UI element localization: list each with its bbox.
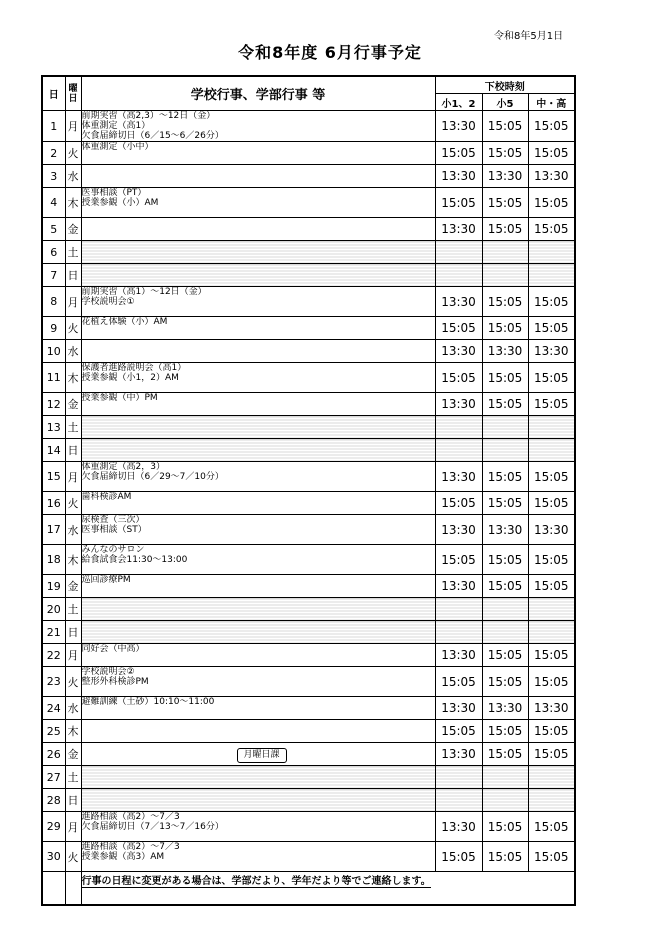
schedule-row <box>42 111 575 142</box>
time-grade-5: 15:05 <box>482 812 528 842</box>
day-cell: 21 <box>42 621 65 644</box>
events-cell <box>81 492 435 515</box>
weekday-cell: 木 <box>65 188 81 218</box>
schedule-row <box>42 218 575 241</box>
day-cell: 29 <box>42 812 65 842</box>
schedule-row <box>42 317 575 340</box>
issue-date: 令和8年5月1日 <box>494 31 564 42</box>
footer-spacer-day <box>42 872 65 906</box>
weekday-cell: 金 <box>65 393 81 416</box>
weekday-cell: 日 <box>65 621 81 644</box>
time-middle-high: 15:05 <box>528 842 575 872</box>
time-middle-high: 15:05 <box>528 287 575 317</box>
time-grade-1-2: 13:30 <box>435 111 482 142</box>
time-grade-5: 15:05 <box>482 393 528 416</box>
event-line: 進路相談（高2）～7／3 <box>81 842 180 852</box>
weekday-cell: 水 <box>65 515 81 545</box>
time-grade-5: 15:05 <box>482 462 528 492</box>
schedule-row <box>42 241 575 264</box>
time-middle-high: 15:05 <box>528 545 575 575</box>
event-line: 医事相談（ST） <box>81 525 147 535</box>
day-cell: 3 <box>42 165 65 188</box>
day-cell: 4 <box>42 188 65 218</box>
weekday-cell: 木 <box>65 545 81 575</box>
schedule-row <box>42 644 575 667</box>
time-middle-high: 15:05 <box>528 142 575 165</box>
event-line: 授業参観（小1，2）AM <box>81 373 179 383</box>
event-line: 授業参観（中）PM <box>81 393 158 403</box>
day-cell: 22 <box>42 644 65 667</box>
time-grade-1-2: 13:30 <box>435 812 482 842</box>
weekday-cell: 火 <box>65 842 81 872</box>
time-middle-high: 15:05 <box>528 743 575 766</box>
header-grade-1-2: 小1、2 <box>435 94 482 111</box>
event-line: 体重測定（高2，3） <box>81 462 165 472</box>
day-cell: 1 <box>42 111 65 142</box>
time-grade-5 <box>482 416 528 439</box>
schedule-row <box>42 667 575 697</box>
weekday-cell: 日 <box>65 439 81 462</box>
weekday-cell: 火 <box>65 667 81 697</box>
time-middle-high <box>528 439 575 462</box>
schedule-row <box>42 363 575 393</box>
schedule-row <box>42 188 575 218</box>
events-cell <box>81 393 435 416</box>
schedule-row <box>42 462 575 492</box>
time-middle-high: 15:05 <box>528 720 575 743</box>
schedule-row <box>42 492 575 515</box>
time-middle-high: 15:05 <box>528 111 575 142</box>
schedule-row <box>42 598 575 621</box>
time-grade-5: 15:05 <box>482 287 528 317</box>
schedule-row <box>42 287 575 317</box>
schedule-row <box>42 789 575 812</box>
event-line: 学校説明会② <box>81 667 135 677</box>
event-line: 避難訓練（土砂）10:10～11:00 <box>81 697 215 707</box>
time-grade-5 <box>482 264 528 287</box>
time-grade-5 <box>482 598 528 621</box>
day-cell: 27 <box>42 766 65 789</box>
weekday-cell: 土 <box>65 598 81 621</box>
time-grade-5: 15:05 <box>482 317 528 340</box>
schedule-row <box>42 165 575 188</box>
time-grade-5: 15:05 <box>482 743 528 766</box>
events-cell <box>81 416 435 439</box>
day-cell: 8 <box>42 287 65 317</box>
weekday-cell: 火 <box>65 142 81 165</box>
events-cell <box>81 766 435 789</box>
time-grade-1-2 <box>435 598 482 621</box>
schedule-row <box>42 340 575 363</box>
time-grade-1-2: 13:30 <box>435 287 482 317</box>
weekday-cell: 月 <box>65 111 81 142</box>
time-middle-high: 15:05 <box>528 812 575 842</box>
footer-note <box>81 872 575 906</box>
events-cell <box>81 697 435 720</box>
time-grade-1-2 <box>435 789 482 812</box>
events-cell <box>81 743 435 766</box>
day-cell: 2 <box>42 142 65 165</box>
time-grade-1-2: 13:30 <box>435 743 482 766</box>
day-cell: 25 <box>42 720 65 743</box>
schedule-row <box>42 545 575 575</box>
weekday-cell: 木 <box>65 363 81 393</box>
events-cell <box>81 142 435 165</box>
weekday-cell: 日 <box>65 264 81 287</box>
weekday-cell: 土 <box>65 766 81 789</box>
event-line: 前期実習（高2,3）～12日（金） <box>81 111 216 121</box>
time-grade-1-2: 15:05 <box>435 142 482 165</box>
weekday-cell: 火 <box>65 492 81 515</box>
time-grade-5: 13:30 <box>482 165 528 188</box>
events-cell <box>81 439 435 462</box>
schedule-badge: 月曜日課 <box>237 748 287 763</box>
event-line: 欠食届締切日（7／13～7／16分） <box>81 822 224 832</box>
weekday-cell: 水 <box>65 340 81 363</box>
time-grade-5: 15:05 <box>482 492 528 515</box>
events-cell <box>81 842 435 872</box>
time-grade-5: 15:05 <box>482 644 528 667</box>
time-middle-high: 15:05 <box>528 317 575 340</box>
day-cell: 20 <box>42 598 65 621</box>
event-line: 医事相談（PT） <box>81 188 147 198</box>
events-cell <box>81 667 435 697</box>
time-grade-5: 15:05 <box>482 545 528 575</box>
time-middle-high: 15:05 <box>528 644 575 667</box>
time-grade-1-2: 15:05 <box>435 842 482 872</box>
time-grade-5: 15:05 <box>482 842 528 872</box>
time-grade-5: 15:05 <box>482 720 528 743</box>
schedule-row <box>42 393 575 416</box>
events-cell <box>81 575 435 598</box>
time-middle-high <box>528 264 575 287</box>
time-grade-1-2 <box>435 264 482 287</box>
time-middle-high <box>528 598 575 621</box>
time-middle-high: 13:30 <box>528 340 575 363</box>
time-grade-5: 15:05 <box>482 111 528 142</box>
day-cell: 7 <box>42 264 65 287</box>
event-line: みんなのサロン <box>81 545 145 555</box>
events-cell <box>81 317 435 340</box>
header-events: 学校行事、学部行事 等 <box>81 76 435 111</box>
weekday-cell: 月 <box>65 812 81 842</box>
time-grade-1-2: 13:30 <box>435 575 482 598</box>
weekday-cell: 金 <box>65 743 81 766</box>
time-middle-high <box>528 416 575 439</box>
header-grade-5: 小5 <box>482 94 528 111</box>
events-cell <box>81 789 435 812</box>
time-middle-high: 15:05 <box>528 393 575 416</box>
weekday-cell: 月 <box>65 287 81 317</box>
time-grade-5 <box>482 241 528 264</box>
event-line: 学校説明会① <box>81 297 135 307</box>
weekday-cell: 木 <box>65 720 81 743</box>
time-middle-high: 15:05 <box>528 363 575 393</box>
time-middle-high: 13:30 <box>528 697 575 720</box>
weekday-cell: 月 <box>65 644 81 667</box>
event-line: 前期実習（高1）～12日（金） <box>81 287 207 297</box>
event-line: 歯科検診AM <box>81 492 132 502</box>
event-line: 花植え体験（小）AM <box>81 317 168 327</box>
event-line: 尿検査（三次） <box>81 515 145 525</box>
events-cell <box>81 812 435 842</box>
header-weekday: 曜日 <box>65 76 81 111</box>
event-line: 授業参観（小）AM <box>81 198 159 208</box>
time-grade-5: 15:05 <box>482 188 528 218</box>
day-cell: 17 <box>42 515 65 545</box>
schedule-row <box>42 766 575 789</box>
time-grade-1-2: 13:30 <box>435 697 482 720</box>
time-grade-1-2 <box>435 621 482 644</box>
time-middle-high: 15:05 <box>528 188 575 218</box>
event-line: 体重測定（小中） <box>81 142 154 152</box>
time-grade-1-2: 15:05 <box>435 545 482 575</box>
day-cell: 10 <box>42 340 65 363</box>
day-cell: 5 <box>42 218 65 241</box>
schedule-row <box>42 439 575 462</box>
events-cell <box>81 340 435 363</box>
day-cell: 13 <box>42 416 65 439</box>
events-cell <box>81 111 435 142</box>
schedule-row <box>42 720 575 743</box>
time-grade-5: 13:30 <box>482 515 528 545</box>
schedule-row <box>42 142 575 165</box>
time-grade-1-2 <box>435 241 482 264</box>
time-grade-1-2 <box>435 416 482 439</box>
time-middle-high <box>528 241 575 264</box>
schedule-row <box>42 842 575 872</box>
time-grade-1-2: 13:30 <box>435 340 482 363</box>
events-cell <box>81 462 435 492</box>
weekday-cell: 土 <box>65 416 81 439</box>
time-middle-high: 13:30 <box>528 515 575 545</box>
events-cell <box>81 644 435 667</box>
time-grade-1-2: 15:05 <box>435 363 482 393</box>
header-day: 日 <box>42 76 65 111</box>
time-middle-high <box>528 621 575 644</box>
event-line: 同好会（中高） <box>81 644 145 654</box>
events-cell <box>81 165 435 188</box>
time-middle-high: 15:05 <box>528 667 575 697</box>
event-line: 巡回診療PM <box>81 575 131 585</box>
time-grade-1-2: 13:30 <box>435 218 482 241</box>
day-cell: 23 <box>42 667 65 697</box>
day-cell: 12 <box>42 393 65 416</box>
events-cell <box>81 621 435 644</box>
schedule-row <box>42 621 575 644</box>
time-grade-5: 15:05 <box>482 667 528 697</box>
time-middle-high: 15:05 <box>528 218 575 241</box>
day-cell: 28 <box>42 789 65 812</box>
weekday-cell: 金 <box>65 218 81 241</box>
day-cell: 16 <box>42 492 65 515</box>
footer-row <box>42 872 575 906</box>
day-cell: 15 <box>42 462 65 492</box>
footer-spacer-weekday <box>65 872 81 906</box>
time-grade-5: 13:30 <box>482 697 528 720</box>
time-grade-5: 15:05 <box>482 363 528 393</box>
weekday-cell: 金 <box>65 575 81 598</box>
time-middle-high: 15:05 <box>528 462 575 492</box>
weekday-cell: 水 <box>65 165 81 188</box>
time-grade-1-2: 13:30 <box>435 165 482 188</box>
schedule-row <box>42 743 575 766</box>
events-cell <box>81 264 435 287</box>
schedule-row <box>42 812 575 842</box>
time-grade-5: 15:05 <box>482 142 528 165</box>
time-middle-high <box>528 766 575 789</box>
weekday-cell: 火 <box>65 317 81 340</box>
time-grade-5: 13:30 <box>482 340 528 363</box>
event-line: 進路相談（高2）～7／3 <box>81 812 180 822</box>
time-grade-5 <box>482 621 528 644</box>
schedule-row <box>42 697 575 720</box>
time-grade-1-2: 13:30 <box>435 515 482 545</box>
weekday-cell: 土 <box>65 241 81 264</box>
time-grade-5 <box>482 766 528 789</box>
events-cell <box>81 598 435 621</box>
events-cell <box>81 287 435 317</box>
day-cell: 24 <box>42 697 65 720</box>
time-grade-1-2 <box>435 439 482 462</box>
time-grade-1-2: 15:05 <box>435 492 482 515</box>
time-grade-5 <box>482 789 528 812</box>
time-grade-1-2: 13:30 <box>435 462 482 492</box>
time-middle-high: 15:05 <box>528 492 575 515</box>
time-grade-1-2: 15:05 <box>435 720 482 743</box>
time-grade-5: 15:05 <box>482 575 528 598</box>
event-line: 欠食届締切日（6／29～7／10分） <box>81 472 224 482</box>
event-line: 給食試食会11:30～13:00 <box>81 555 188 565</box>
time-grade-1-2: 15:05 <box>435 188 482 218</box>
schedule-row <box>42 575 575 598</box>
day-cell: 26 <box>42 743 65 766</box>
events-cell <box>81 188 435 218</box>
events-cell <box>81 720 435 743</box>
events-cell <box>81 218 435 241</box>
page-title: 令和8年度 6月行事予定 <box>238 43 422 62</box>
schedule-row <box>42 416 575 439</box>
day-cell: 14 <box>42 439 65 462</box>
time-middle-high <box>528 789 575 812</box>
event-line: 欠食届締切日（6／15～6／26分） <box>81 131 224 141</box>
day-cell: 6 <box>42 241 65 264</box>
day-cell: 9 <box>42 317 65 340</box>
time-grade-1-2: 15:05 <box>435 667 482 697</box>
day-cell: 11 <box>42 363 65 393</box>
time-middle-high: 15:05 <box>528 575 575 598</box>
header-middle-high: 中・高 <box>528 94 575 111</box>
weekday-cell: 水 <box>65 697 81 720</box>
events-cell <box>81 515 435 545</box>
weekday-cell: 日 <box>65 789 81 812</box>
weekday-cell: 月 <box>65 462 81 492</box>
events-cell <box>81 545 435 575</box>
event-line: 保護者進路説明会（高1） <box>81 363 187 373</box>
day-cell: 18 <box>42 545 65 575</box>
events-cell <box>81 241 435 264</box>
time-grade-1-2: 15:05 <box>435 317 482 340</box>
event-line: 授業参観（高3）AM <box>81 852 165 862</box>
time-grade-5 <box>482 439 528 462</box>
time-middle-high: 13:30 <box>528 165 575 188</box>
schedule-row <box>42 264 575 287</box>
event-line: 体重測定（高1） <box>81 121 151 131</box>
time-grade-1-2: 13:30 <box>435 393 482 416</box>
time-grade-1-2 <box>435 766 482 789</box>
day-cell: 30 <box>42 842 65 872</box>
schedule-row <box>42 515 575 545</box>
time-grade-1-2: 13:30 <box>435 644 482 667</box>
time-grade-5: 15:05 <box>482 218 528 241</box>
schedule-table <box>41 75 576 906</box>
header-dismissal-time: 下校時刻 <box>435 76 575 94</box>
event-line: 整形外科検診PM <box>81 677 149 687</box>
footer-note-text: 行事の日程に変更がある場合は、学部だより、学年だより等でご連絡します。 <box>81 876 431 887</box>
events-cell <box>81 363 435 393</box>
day-cell: 19 <box>42 575 65 598</box>
